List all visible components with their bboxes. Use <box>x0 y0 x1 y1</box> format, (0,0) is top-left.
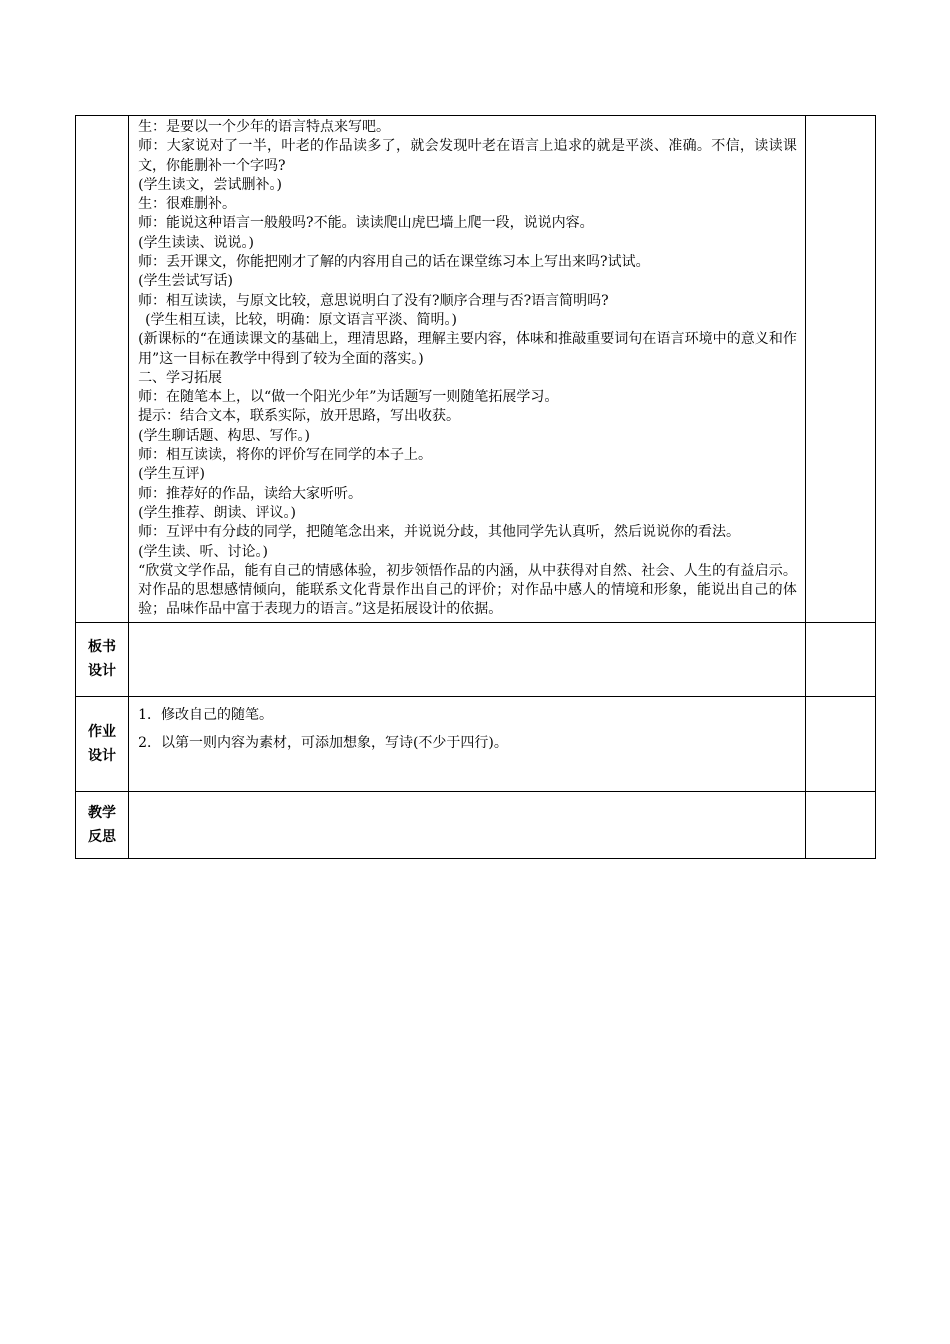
process-notes-cell <box>805 116 875 623</box>
teaching-process-row <box>76 116 876 623</box>
process-line: 师：相互读读，将你的评价写在同学的本子上。 <box>138 447 433 464</box>
process-line: (新课标的“在通读课文的基础上，理清思路，理解主要内容，体味和推敲重要词句在语言环境中的意义和作用”这一目标在教学中得到了较为全面的落实。) <box>138 331 797 367</box>
homework-notes <box>805 696 875 791</box>
process-line: (学生读读、说说。) <box>138 234 254 251</box>
board-design-notes <box>805 622 875 696</box>
homework-label: 作业 设计 <box>76 696 129 791</box>
process-line: 师：相互读读，与原文比较，意思说明白了没有?顺序合理与否?语言简明吗? <box>138 292 609 309</box>
lesson-plan-table <box>75 115 876 859</box>
process-line: 师：推荐好的作品，读给大家听听。 <box>138 485 363 502</box>
process-line: “欣赏文学作品，能有自己的情感体验，初步领悟作品的内涵，从中获得对自然、社会、人生的有益启示。对作品的思想感情倾向，能联系文化背景作出自己的评价；对作品中感人的情境和形象，能说出自己的体验；品味作品中富于表现力的语言。”这是拓展设计的依据。 <box>138 562 797 618</box>
homework-item: 1．修改自己的随笔。 <box>138 706 273 723</box>
homework-item: 2．以第一则内容为素材，可添加想象，写诗(不少于四行)。 <box>138 734 508 751</box>
process-line: (学生推荐、朗读、评议。) <box>138 504 296 521</box>
process-line: (学生尝试写话) <box>138 273 233 290</box>
board-design-row <box>76 622 876 696</box>
process-line: 生：很难删补。 <box>138 196 237 213</box>
process-content-cell <box>129 116 806 623</box>
homework-row <box>76 696 876 791</box>
process-line: (学生读文，尝试删补。) <box>138 176 282 193</box>
homework-content <box>129 696 806 791</box>
board-design-content <box>129 622 806 696</box>
reflection-content <box>129 791 806 858</box>
process-line: 师：能说这种语言一般般吗?不能。读读爬山虎巴墙上爬一段，说说内容。 <box>138 215 594 232</box>
process-line: 提示：结合文本，联系实际，放开思路，写出收获。 <box>138 408 461 425</box>
reflection-notes <box>805 791 875 858</box>
process-line: 师：在随笔本上，以“做一个阳光少年”为话题写一则随笔拓展学习。 <box>138 389 559 406</box>
process-line: 生：是要以一个少年的语言特点来写吧。 <box>138 119 391 135</box>
board-design-label: 板书 设计 <box>76 622 129 696</box>
process-line: (学生互评) <box>138 466 205 483</box>
process-line: 师：大家说对了一半，叶老的作品读多了，就会发现叶老在语言上追求的就是平淡、准确。不信，读读课文，你能删补一个字吗? <box>138 138 797 174</box>
process-line: (学生聊话题、构思、写作。) <box>138 427 310 444</box>
reflection-row <box>76 791 876 858</box>
section-heading: 二、学习拓展 <box>138 369 223 386</box>
process-line: 师：丢开课文，你能把刚才了解的内容用自己的话在课堂练习本上写出来吗?试试。 <box>138 254 650 271</box>
reflection-label: 教学 反思 <box>76 791 129 858</box>
process-line: (学生相互读，比较，明确：原文语言平淡、简明。) <box>145 311 457 328</box>
process-label-cell <box>76 116 129 623</box>
process-line: 师：互评中有分歧的同学，把随笔念出来，并说说分歧，其他同学先认真听，然后说说你的看法。 <box>138 524 741 541</box>
process-line: (学生读、听、讨论。) <box>138 543 268 560</box>
